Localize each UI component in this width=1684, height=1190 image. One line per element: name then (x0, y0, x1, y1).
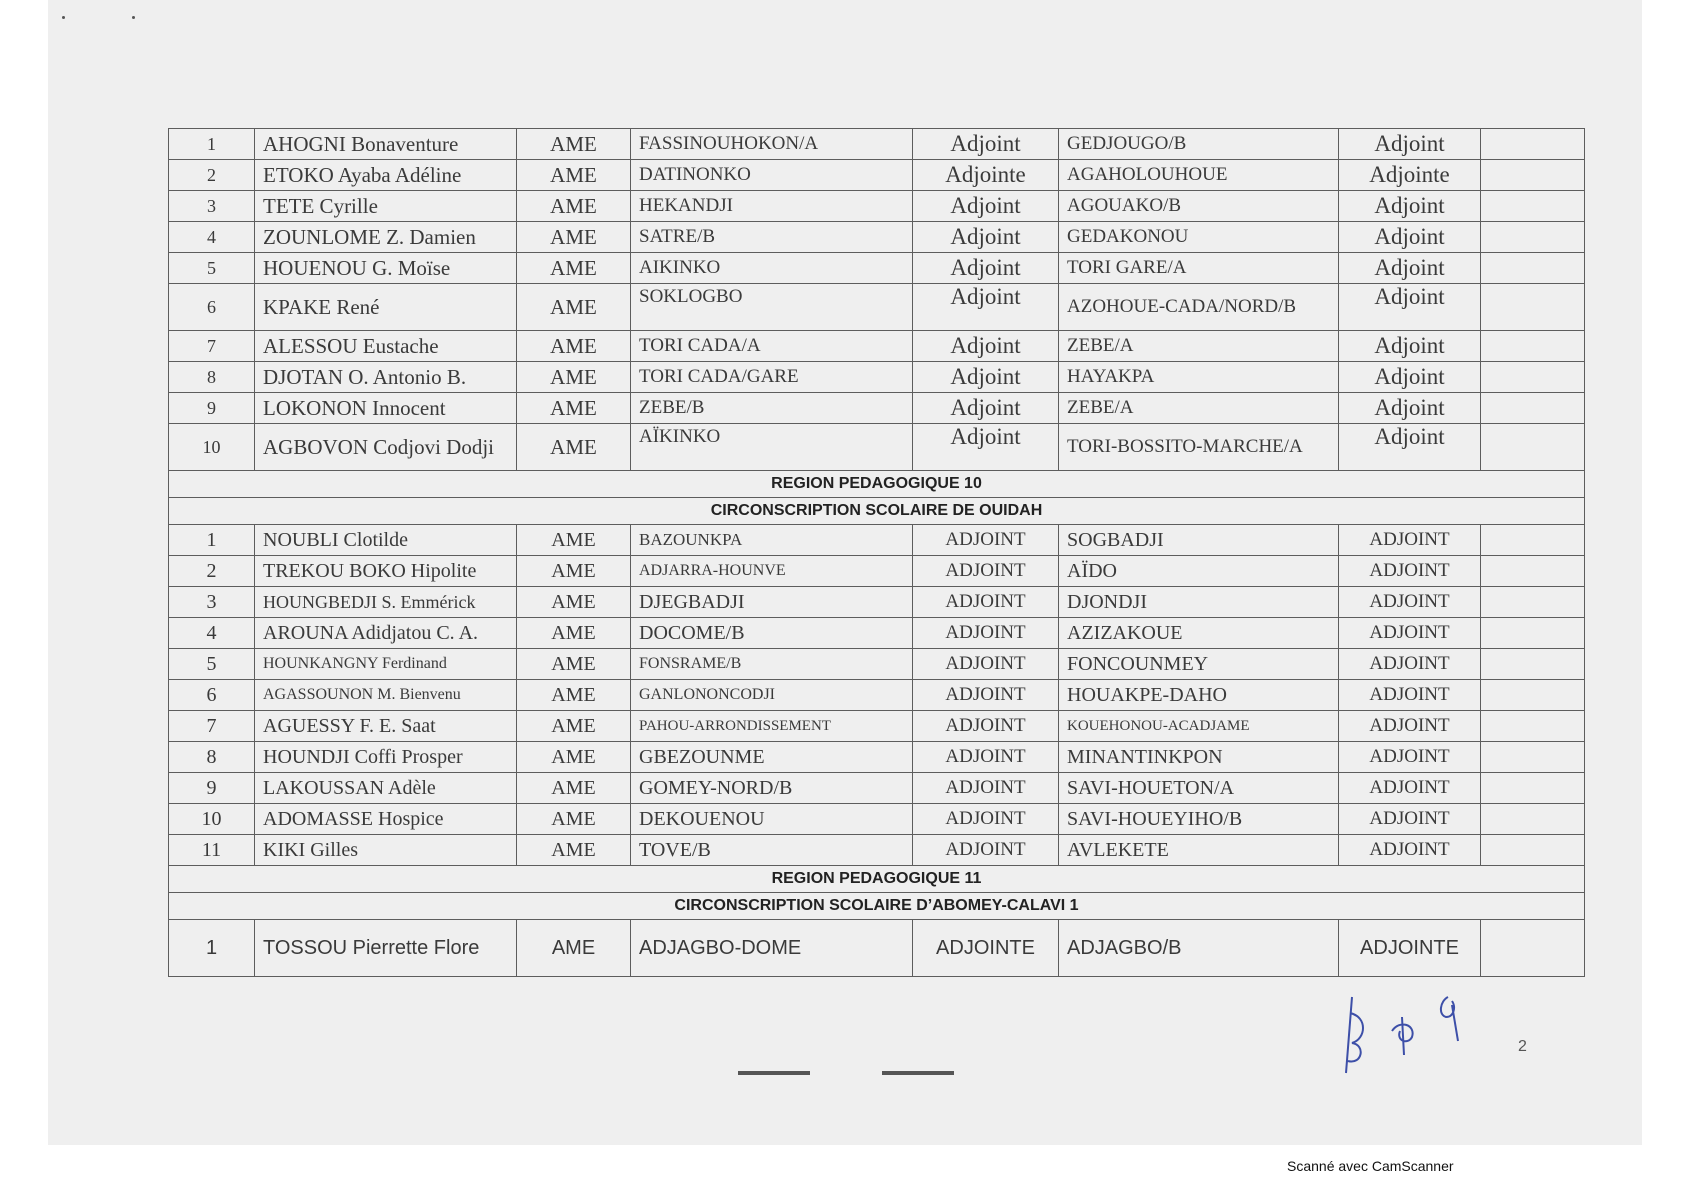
table-row (169, 680, 1585, 711)
grade-cell: AME (517, 160, 631, 191)
origin-school: TORI CADA/A (631, 331, 913, 362)
origin-role: Adjoint (913, 222, 1059, 253)
destination-school: FONCOUNMEY (1059, 649, 1339, 680)
origin-school: SATRE/B (631, 222, 913, 253)
origin-school: AÏKINKO (631, 424, 913, 471)
destination-school: AZOHOUE-CADA/NORD/B (1059, 284, 1339, 331)
grade-cell: AME (517, 742, 631, 773)
teacher-name: ADOMASSE Hospice (255, 804, 517, 835)
destination-role: Adjoint (1339, 191, 1481, 222)
destination-school: TORI GARE/A (1059, 253, 1339, 284)
row-number: 10 (169, 424, 255, 471)
row-number: 2 (169, 556, 255, 587)
empty-cell (1481, 680, 1585, 711)
origin-role: ADJOINT (913, 587, 1059, 618)
origin-school: ADJARRA-HOUNVE (631, 556, 913, 587)
destination-school: GEDAKONOU (1059, 222, 1339, 253)
row-number: 2 (169, 160, 255, 191)
origin-school: DATINONKO (631, 160, 913, 191)
origin-school: BAZOUNKPA (631, 525, 913, 556)
empty-cell (1481, 920, 1585, 977)
teacher-name: TREKOU BOKO Hipolite (255, 556, 517, 587)
origin-role: Adjoint (913, 191, 1059, 222)
paper-speck (132, 16, 135, 19)
destination-school: SAVI-HOUEYIHO/B (1059, 804, 1339, 835)
grade-cell: AME (517, 556, 631, 587)
destination-role: Adjoint (1339, 253, 1481, 284)
teacher-name: ALESSOU Eustache (255, 331, 517, 362)
row-number: 1 (169, 920, 255, 977)
handwritten-initials (1340, 995, 1500, 1075)
origin-role: ADJOINT (913, 711, 1059, 742)
table-row (169, 920, 1585, 977)
table-row (169, 587, 1585, 618)
origin-school: FASSINOUHOKON/A (631, 129, 913, 160)
teacher-name: AGUESSY F. E. Saat (255, 711, 517, 742)
destination-role: Adjoint (1339, 362, 1481, 393)
table-row (169, 331, 1585, 362)
region-heading: REGION PEDAGOGIQUE 11 (169, 866, 1585, 893)
table-row (169, 284, 1585, 331)
origin-role: Adjoint (913, 253, 1059, 284)
teacher-name: LOKONON Innocent (255, 393, 517, 424)
teacher-name: LAKOUSSAN Adèle (255, 773, 517, 804)
table-row (169, 556, 1585, 587)
grade-cell: AME (517, 253, 631, 284)
origin-school: HEKANDJI (631, 191, 913, 222)
teacher-name: HOUNKANGNY Ferdinand (255, 649, 517, 680)
destination-role: Adjointe (1339, 160, 1481, 191)
origin-school: GOMEY-NORD/B (631, 773, 913, 804)
scanner-watermark: Scanné avec CamScanner (1287, 1158, 1454, 1174)
table-row (169, 160, 1585, 191)
teacher-name: TOSSOU Pierrette Flore (255, 920, 517, 977)
destination-school: AGAHOLOUHOUE (1059, 160, 1339, 191)
circonscription-heading: CIRCONSCRIPTION SCOLAIRE DE OUIDAH (169, 498, 1585, 525)
origin-role: Adjoint (913, 393, 1059, 424)
destination-role: Adjoint (1339, 424, 1481, 471)
grade-cell: AME (517, 587, 631, 618)
origin-role: ADJOINT (913, 804, 1059, 835)
teacher-name: AGBOVON Codjovi Dodji (255, 424, 517, 471)
table-row (169, 393, 1585, 424)
scan-edge-mark (882, 1071, 954, 1075)
table-row (169, 362, 1585, 393)
row-number: 9 (169, 773, 255, 804)
teacher-name: TETE Cyrille (255, 191, 517, 222)
grade-cell: AME (517, 804, 631, 835)
destination-school: GEDJOUGO/B (1059, 129, 1339, 160)
initial-stroke (1441, 997, 1458, 1041)
origin-role: ADJOINT (913, 742, 1059, 773)
destination-role: Adjoint (1339, 129, 1481, 160)
teacher-name: ETOKO Ayaba Adéline (255, 160, 517, 191)
grade-cell: AME (517, 129, 631, 160)
empty-cell (1481, 618, 1585, 649)
table-row (169, 649, 1585, 680)
origin-school: ADJAGBO-DOME (631, 920, 913, 977)
table-row (169, 773, 1585, 804)
row-number: 10 (169, 804, 255, 835)
origin-role: Adjoint (913, 331, 1059, 362)
row-number: 5 (169, 649, 255, 680)
destination-role: Adjoint (1339, 222, 1481, 253)
origin-school: DJEGBADJI (631, 587, 913, 618)
destination-school: TORI-BOSSITO-MARCHE/A (1059, 424, 1339, 471)
empty-cell (1481, 129, 1585, 160)
destination-role: ADJOINT (1339, 773, 1481, 804)
teacher-name: DJOTAN O. Antonio B. (255, 362, 517, 393)
grade-cell: AME (517, 525, 631, 556)
grade-cell: AME (517, 680, 631, 711)
origin-school: ZEBE/B (631, 393, 913, 424)
origin-role: ADJOINT (913, 618, 1059, 649)
origin-school: GANLONONCODJI (631, 680, 913, 711)
table-row (169, 222, 1585, 253)
empty-cell (1481, 284, 1585, 331)
empty-cell (1481, 804, 1585, 835)
table-row (169, 711, 1585, 742)
origin-role: ADJOINT (913, 525, 1059, 556)
origin-role: ADJOINT (913, 773, 1059, 804)
empty-cell (1481, 331, 1585, 362)
table-row (169, 191, 1585, 222)
row-number: 1 (169, 525, 255, 556)
origin-role: Adjoint (913, 129, 1059, 160)
empty-cell (1481, 835, 1585, 866)
origin-school: GBEZOUNME (631, 742, 913, 773)
grade-cell: AME (517, 393, 631, 424)
empty-cell (1481, 773, 1585, 804)
page-number: 2 (1518, 1038, 1527, 1055)
empty-cell (1481, 393, 1585, 424)
teacher-name: AHOGNI Bonaventure (255, 129, 517, 160)
row-number: 7 (169, 331, 255, 362)
destination-school: HAYAKPA (1059, 362, 1339, 393)
empty-cell (1481, 362, 1585, 393)
row-number: 3 (169, 191, 255, 222)
table-row (169, 525, 1585, 556)
table-row (169, 742, 1585, 773)
section-header-row (169, 866, 1585, 893)
empty-cell (1481, 424, 1585, 471)
origin-role: ADJOINT (913, 835, 1059, 866)
origin-school: AIKINKO (631, 253, 913, 284)
row-number: 7 (169, 711, 255, 742)
row-number: 8 (169, 362, 255, 393)
origin-school: DEKOUENOU (631, 804, 913, 835)
destination-role: ADJOINT (1339, 835, 1481, 866)
origin-role: Adjoint (913, 424, 1059, 471)
row-number: 3 (169, 587, 255, 618)
grade-cell: AME (517, 773, 631, 804)
empty-cell (1481, 587, 1585, 618)
destination-school: ZEBE/A (1059, 331, 1339, 362)
teacher-name: KIKI Gilles (255, 835, 517, 866)
destination-school: KOUEHONOU-ACADJAME (1059, 711, 1339, 742)
grade-cell: AME (517, 331, 631, 362)
destination-school: DJONDJI (1059, 587, 1339, 618)
teacher-name: HOUNDJI Coffi Prosper (255, 742, 517, 773)
grade-cell: AME (517, 649, 631, 680)
grade-cell: AME (517, 835, 631, 866)
empty-cell (1481, 222, 1585, 253)
row-number: 9 (169, 393, 255, 424)
destination-school: ZEBE/A (1059, 393, 1339, 424)
destination-school: SAVI-HOUETON/A (1059, 773, 1339, 804)
destination-role: ADJOINT (1339, 618, 1481, 649)
empty-cell (1481, 191, 1585, 222)
destination-role: ADJOINT (1339, 742, 1481, 773)
initial-stroke (1346, 997, 1363, 1073)
destination-role: ADJOINT (1339, 587, 1481, 618)
grade-cell: AME (517, 362, 631, 393)
origin-school: PAHOU-ARRONDISSEMENT (631, 711, 913, 742)
origin-school: TORI CADA/GARE (631, 362, 913, 393)
grade-cell: AME (517, 424, 631, 471)
destination-school: ADJAGBO/B (1059, 920, 1339, 977)
section-header-row (169, 498, 1585, 525)
empty-cell (1481, 160, 1585, 191)
destination-role: ADJOINT (1339, 525, 1481, 556)
table-row (169, 804, 1585, 835)
origin-school: FONSRAME/B (631, 649, 913, 680)
destination-role: Adjoint (1339, 331, 1481, 362)
row-number: 6 (169, 284, 255, 331)
destination-role: Adjoint (1339, 393, 1481, 424)
table-row (169, 835, 1585, 866)
teacher-name: HOUNGBEDJI S. Emmérick (255, 587, 517, 618)
origin-role: Adjointe (913, 160, 1059, 191)
initial-stroke (1392, 1017, 1413, 1055)
origin-role: Adjoint (913, 284, 1059, 331)
origin-role: ADJOINTE (913, 920, 1059, 977)
circonscription-heading: CIRCONSCRIPTION SCOLAIRE D’ABOMEY-CALAVI 1 (169, 893, 1585, 920)
row-number: 8 (169, 742, 255, 773)
empty-cell (1481, 525, 1585, 556)
empty-cell (1481, 253, 1585, 284)
section-header-row (169, 893, 1585, 920)
empty-cell (1481, 742, 1585, 773)
row-number: 4 (169, 618, 255, 649)
origin-role: ADJOINT (913, 649, 1059, 680)
origin-school: DOCOME/B (631, 618, 913, 649)
row-number: 1 (169, 129, 255, 160)
teacher-name: KPAKE René (255, 284, 517, 331)
destination-school: AZIZAKOUE (1059, 618, 1339, 649)
table-row (169, 424, 1585, 471)
row-number: 6 (169, 680, 255, 711)
destination-role: ADJOINT (1339, 649, 1481, 680)
grade-cell: AME (517, 222, 631, 253)
destination-role: Adjoint (1339, 284, 1481, 331)
grade-cell: AME (517, 191, 631, 222)
section-header-row (169, 471, 1585, 498)
destination-school: MINANTINKPON (1059, 742, 1339, 773)
grade-cell: AME (517, 920, 631, 977)
destination-school: AÏDO (1059, 556, 1339, 587)
empty-cell (1481, 556, 1585, 587)
destination-role: ADJOINT (1339, 556, 1481, 587)
table-row (169, 253, 1585, 284)
row-number: 11 (169, 835, 255, 866)
grade-cell: AME (517, 711, 631, 742)
destination-school: AVLEKETE (1059, 835, 1339, 866)
destination-school: SOGBADJI (1059, 525, 1339, 556)
grade-cell: AME (517, 284, 631, 331)
paper-speck (62, 16, 65, 19)
teacher-name: HOUENOU G. Moïse (255, 253, 517, 284)
destination-role: ADJOINT (1339, 804, 1481, 835)
origin-school: TOVE/B (631, 835, 913, 866)
table-row (169, 618, 1585, 649)
teacher-name: ZOUNLOME Z. Damien (255, 222, 517, 253)
origin-role: ADJOINT (913, 680, 1059, 711)
destination-role: ADJOINT (1339, 680, 1481, 711)
scan-edge-mark (738, 1071, 810, 1075)
teacher-name: AROUNA Adidjatou C. A. (255, 618, 517, 649)
empty-cell (1481, 711, 1585, 742)
destination-school: AGOUAKO/B (1059, 191, 1339, 222)
row-number: 5 (169, 253, 255, 284)
grade-cell: AME (517, 618, 631, 649)
destination-school: HOUAKPE-DAHO (1059, 680, 1339, 711)
table-row (169, 129, 1585, 160)
destination-role: ADJOINT (1339, 711, 1481, 742)
origin-role: Adjoint (913, 362, 1059, 393)
teacher-name: AGASSOUNON M. Bienvenu (255, 680, 517, 711)
destination-role: ADJOINTE (1339, 920, 1481, 977)
row-number: 4 (169, 222, 255, 253)
region-heading: REGION PEDAGOGIQUE 10 (169, 471, 1585, 498)
transfer-table (168, 128, 1585, 977)
teacher-name: NOUBLI Clotilde (255, 525, 517, 556)
origin-role: ADJOINT (913, 556, 1059, 587)
origin-school: SOKLOGBO (631, 284, 913, 331)
empty-cell (1481, 649, 1585, 680)
